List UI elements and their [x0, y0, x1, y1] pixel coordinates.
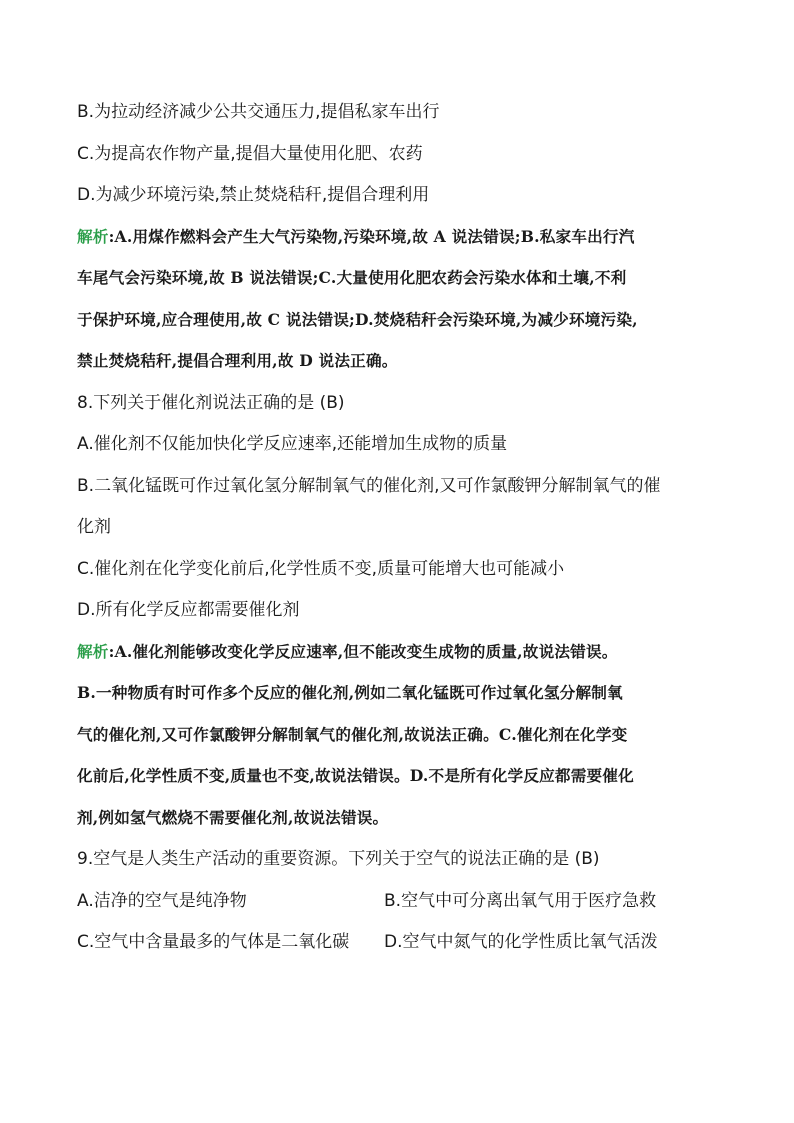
worksheet-page: [77, 100, 722, 972]
explanation-text: :A.用煤作燃料会产生大气污染物,污染环境,故 A 说法错误;B.私家车出行汽: [108, 226, 635, 246]
q8-explanation-line-2: B.一种物质有时可作多个反应的催化剂,例如二氧化锰既可作过氧化氢分解制氧: [77, 683, 623, 702]
q7-option-b: B.为拉动经济减少公共交通压力,提倡私家车出行: [77, 102, 440, 122]
q7-explanation-line-1: [77, 225, 722, 249]
explanation-label: 解析: [77, 641, 109, 661]
q7-option-c: C.为提高农作物产量,提倡大量使用化肥、农药: [77, 143, 423, 164]
q9-option-b: B.空气中可分离出氧气用于医疗急救: [384, 890, 657, 911]
q7-explanation-line-3: 于保护环境,应合理使用,故 C 说法错误;D.焚烧秸秆会污染环境,为减少环境污染,: [77, 309, 638, 329]
q9-options-row-2: [77, 930, 722, 954]
q8-stem: 8.下列关于催化剂说法正确的是 (B): [77, 392, 345, 413]
q9-options-row-1: [77, 889, 722, 913]
q8-option-a: A.催化剂不仅能加快化学反应速率,还能增加生成物的质量: [77, 434, 508, 454]
q8-explanation-line-5: 剂,例如氢气燃烧不需要催化剂,故说法错误。: [77, 807, 389, 827]
q8-option-b-line-2: 化剂: [77, 517, 111, 537]
q9-option-a: A.洁净的空气是纯净物: [77, 890, 247, 911]
explanation-label: 解析: [77, 226, 109, 246]
q7-explanation-line-4: 禁止焚烧秸秆,提倡合理利用,故 D 说法正确。: [77, 351, 398, 370]
q8-explanation-line-4: 化前后,化学性质不变,质量也不变,故说法错误。D.不是所有化学反应都需要催化: [77, 766, 634, 785]
explanation-text: :A.催化剂能够改变化学反应速率,但不能改变生成物的质量,故说法错误。: [108, 641, 618, 661]
q7-explanation-line-2: 车尾气会污染环境,故 B 说法错误;C.大量使用化肥农药会污染水体和土壤,不利: [77, 268, 627, 287]
q8-option-c: C.催化剂在化学变化前后,化学性质不变,质量可能增大也可能减小: [77, 558, 565, 579]
q9-option-d: D.空气中氮气的化学性质比氧气活泼: [384, 932, 658, 952]
q8-explanation-line-3: 气的催化剂,又可作氯酸钾分解制氧气的催化剂,故说法正确。C.催化剂在化学变: [77, 724, 628, 744]
q8-option-d: D.所有化学反应都需要催化剂: [77, 600, 300, 620]
q9-stem: 9.空气是人类生产活动的重要资源。下列关于空气的说法正确的是 (B): [77, 849, 600, 869]
q9-option-c: C.空气中含量最多的气体是二氧化碳: [77, 932, 350, 952]
q8-option-b-line-1: B.二氧化锰既可作过氧化氢分解制氧气的催化剂,又可作氯酸钾分解制氧气的催: [77, 475, 661, 496]
q8-explanation-line-1: [77, 640, 722, 664]
q7-option-d: D.为减少环境污染,禁止焚烧秸秆,提倡合理利用: [77, 185, 430, 205]
